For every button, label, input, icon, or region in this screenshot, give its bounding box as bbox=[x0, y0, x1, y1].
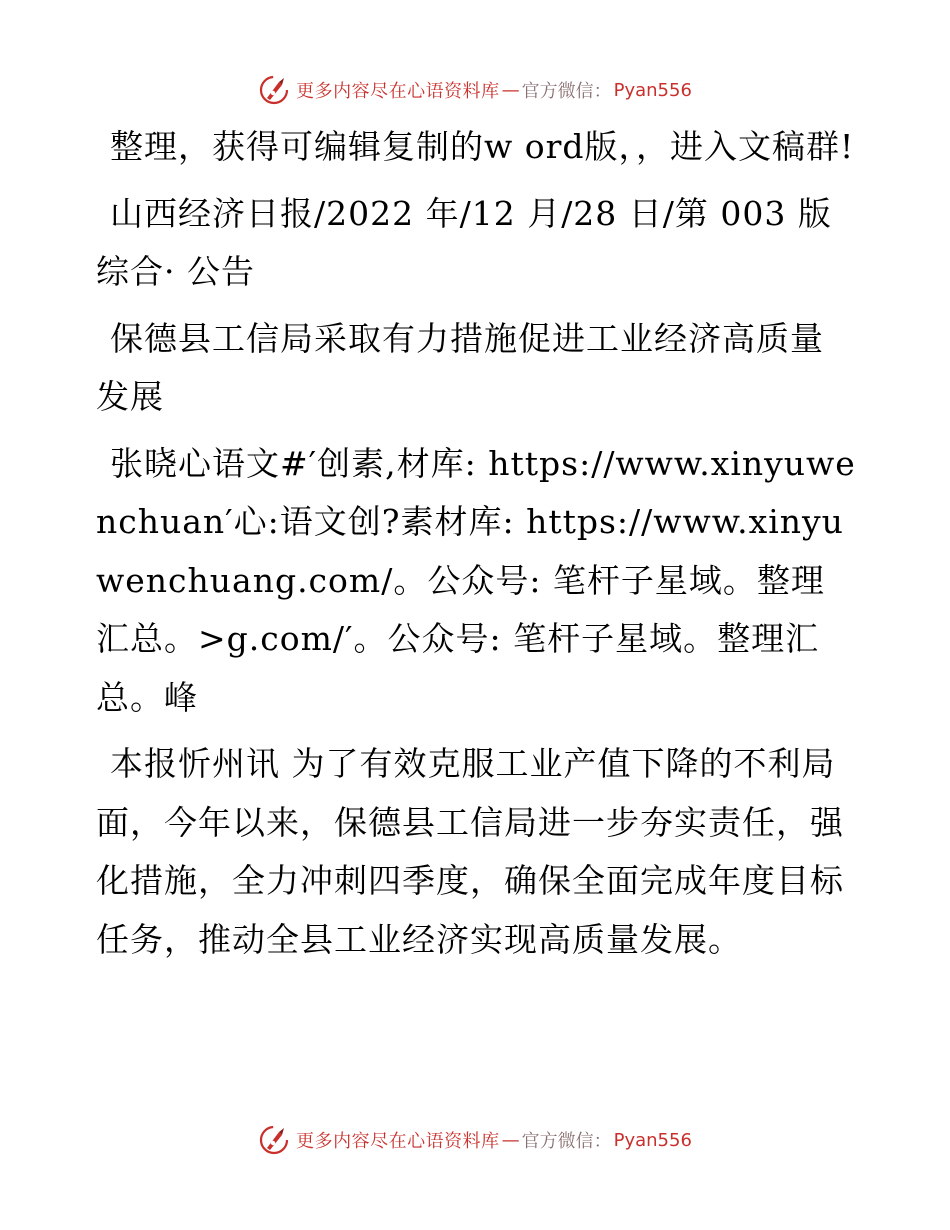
wechat-label: 官方微信： bbox=[521, 1131, 612, 1152]
lead-paragraph: 本报忻州讯 为了有效克服工业产值下降的不利局面，今年以来，保德县工信局进一步夯实责任，强化措施，全力冲刺四季度，确保全面完成年度目标任务，推动全县工业经济实现高质量发展。 bbox=[96, 744, 844, 959]
watermark-separator: — bbox=[501, 79, 520, 101]
author-line: 张晓心语文#′创素,材库: https://www.xinyuwenchuan′心:语文创?素材库: https://www.xinyuwenchuang.com/。公众号: 笔杆子星域。整理汇总。>g.com/′。公众号: 笔杆子星域。整理汇总。峰 bbox=[96, 443, 856, 717]
intro-paragraph: 整理，获得可编辑复制的w ord版，，进入文稿群! bbox=[110, 127, 855, 166]
wechat-id: Pyan556 bbox=[613, 1129, 692, 1151]
watermark-text: 更多内容尽在心语资料库 bbox=[296, 1131, 500, 1152]
source-line: 山西经济日报/2022 年/12 月/28 日/第 003 版综合· 公告 bbox=[96, 193, 832, 291]
footer-watermark bbox=[0, 1120, 950, 1160]
document-body bbox=[96, 118, 856, 977]
article-title: 保德县工信局采取有力措施促进工业经济高质量发展 bbox=[96, 318, 824, 416]
watermark-text: 更多内容尽在心语资料库 bbox=[296, 81, 500, 102]
wechat-label: 官方微信： bbox=[521, 81, 612, 102]
header-watermark bbox=[0, 70, 950, 110]
quill-pen-logo-icon bbox=[258, 74, 290, 106]
quill-pen-logo-icon bbox=[258, 1124, 290, 1156]
wechat-id: Pyan556 bbox=[613, 79, 692, 101]
watermark-separator: — bbox=[501, 1129, 520, 1151]
